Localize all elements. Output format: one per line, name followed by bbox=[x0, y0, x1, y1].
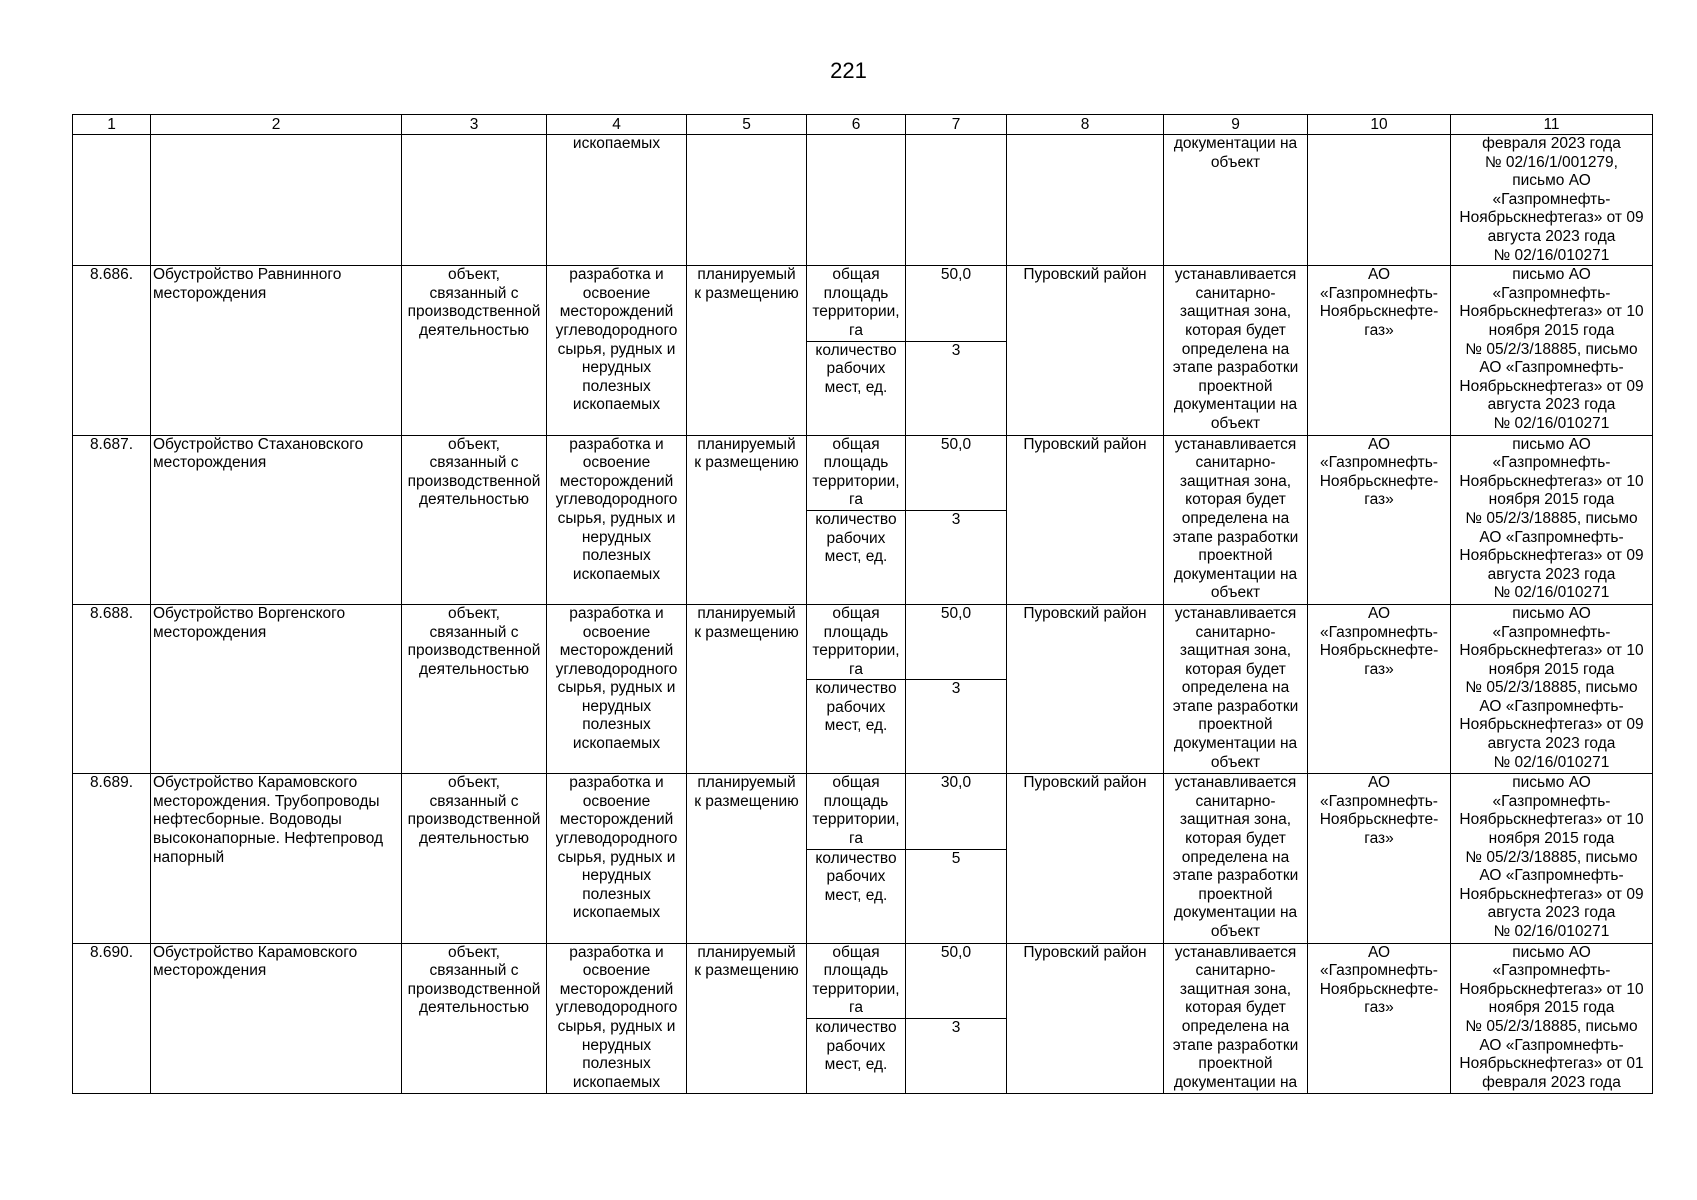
area-value-cell: 30,0 bbox=[906, 774, 1007, 849]
basis-cell: письмо АО «Газпромнефть- Ноябрьскнефтегаз» от 10 ноября 2015 года № 05/2/3/18885, письмо АО «Газпромнефть- Ноябрьскнефтегаз» от 09 августа 2023 года № 02/16/010271 bbox=[1451, 435, 1653, 604]
owner-cell: АО «Газпромнефть- Ноябрьскнефте- газ» bbox=[1308, 943, 1451, 1093]
jobs-label-cell: количество рабочих мест, ед. bbox=[807, 1019, 906, 1094]
area-value-cell: 50,0 bbox=[906, 604, 1007, 679]
table-row bbox=[73, 435, 1653, 510]
area-label-cell: общая площадь территории, га bbox=[807, 774, 906, 849]
object-type-cell: объект, связанный с производственной деятельностью bbox=[402, 774, 547, 943]
zone-cell: устанавливается санитарно- защитная зона, которая будет определена на этапе разработки проектной документации на объект bbox=[1164, 266, 1308, 435]
row-number-cell: 8.686. bbox=[73, 266, 151, 435]
area-label-cell: общая площадь территории, га bbox=[807, 435, 906, 510]
purpose-cell: разработка и освоение месторождений углеводородного сырья, рудных и нерудных полезных ископаемых bbox=[547, 435, 687, 604]
column-number: 2 bbox=[151, 115, 402, 135]
table-row bbox=[73, 943, 1653, 1018]
column-number: 7 bbox=[906, 115, 1007, 135]
owner-cell: АО «Газпромнефть- Ноябрьскнефте- газ» bbox=[1308, 604, 1451, 773]
basis-cell: письмо АО «Газпромнефть- Ноябрьскнефтегаз» от 10 ноября 2015 года № 05/2/3/18885, письмо АО «Газпромнефть- Ноябрьскнефтегаз» от 01 февраля 2023 года bbox=[1451, 943, 1653, 1093]
table-row bbox=[73, 604, 1653, 679]
continuation-row bbox=[73, 135, 1653, 266]
row-number-cell: 8.689. bbox=[73, 774, 151, 943]
status-cell: планируемый к размещению bbox=[687, 604, 807, 773]
zone-cell: документации на объект bbox=[1164, 135, 1308, 266]
column-number: 11 bbox=[1451, 115, 1653, 135]
column-number: 8 bbox=[1007, 115, 1164, 135]
jobs-value-cell: 3 bbox=[906, 510, 1007, 604]
owner-cell: АО «Газпромнефть- Ноябрьскнефте- газ» bbox=[1308, 435, 1451, 604]
location-cell: Пуровский район bbox=[1007, 943, 1164, 1093]
area-label-cell: общая площадь территории, га bbox=[807, 943, 906, 1018]
area-value-cell: 50,0 bbox=[906, 943, 1007, 1018]
object-name-cell: Обустройство Карамовского месторождения bbox=[151, 943, 402, 1093]
row-number-cell: 8.687. bbox=[73, 435, 151, 604]
table-row bbox=[73, 266, 1653, 341]
object-type-cell: объект, связанный с производственной деятельностью bbox=[402, 435, 547, 604]
column-number: 4 bbox=[547, 115, 687, 135]
purpose-cell: разработка и освоение месторождений углеводородного сырья, рудных и нерудных полезных ископаемых bbox=[547, 943, 687, 1093]
zone-cell: устанавливается санитарно- защитная зона, которая будет определена на этапе разработки проектной документации на объект bbox=[1164, 435, 1308, 604]
location-cell: Пуровский район bbox=[1007, 266, 1164, 435]
jobs-label-cell: количество рабочих мест, ед. bbox=[807, 510, 906, 604]
object-name-cell: Обустройство Стахановского месторождения bbox=[151, 435, 402, 604]
object-name-cell: Обустройство Карамовского месторождения. Трубопроводы нефтесборные. Водоводы высоконапорные. Нефтепровод напорный bbox=[151, 774, 402, 943]
area-label-cell: общая площадь территории, га bbox=[807, 604, 906, 679]
object-type-cell: объект, связанный с производственной деятельностью bbox=[402, 604, 547, 773]
jobs-label-cell: количество рабочих мест, ед. bbox=[807, 849, 906, 943]
jobs-label-cell: количество рабочих мест, ед. bbox=[807, 680, 906, 774]
basis-cell: письмо АО «Газпромнефть- Ноябрьскнефтегаз» от 10 ноября 2015 года № 05/2/3/18885, письмо АО «Газпромнефть- Ноябрьскнефтегаз» от 09 августа 2023 года № 02/16/010271 bbox=[1451, 604, 1653, 773]
basis-cell: письмо АО «Газпромнефть- Ноябрьскнефтегаз» от 10 ноября 2015 года № 05/2/3/18885, письмо АО «Газпромнефть- Ноябрьскнефтегаз» от 09 августа 2023 года № 02/16/010271 bbox=[1451, 266, 1653, 435]
basis-cell: февраля 2023 года № 02/16/1/001279, письмо АО «Газпромнефть- Ноябрьскнефтегаз» от 09 августа 2023 года № 02/16/010271 bbox=[1451, 135, 1653, 266]
column-number: 5 bbox=[687, 115, 807, 135]
basis-cell: письмо АО «Газпромнефть- Ноябрьскнефтегаз» от 10 ноября 2015 года № 05/2/3/18885, письмо АО «Газпромнефть- Ноябрьскнефтегаз» от 09 августа 2023 года № 02/16/010271 bbox=[1451, 774, 1653, 943]
object-name-cell: Обустройство Равнинного месторождения bbox=[151, 266, 402, 435]
area-value-cell: 50,0 bbox=[906, 266, 1007, 341]
column-number-row bbox=[73, 115, 1653, 135]
column-number: 6 bbox=[807, 115, 906, 135]
column-number: 10 bbox=[1308, 115, 1451, 135]
purpose-cell: разработка и освоение месторождений углеводородного сырья, рудных и нерудных полезных ископаемых bbox=[547, 266, 687, 435]
object-name-cell: Обустройство Воргенского месторождения bbox=[151, 604, 402, 773]
jobs-value-cell: 5 bbox=[906, 849, 1007, 943]
row-number-cell: 8.688. bbox=[73, 604, 151, 773]
zone-cell: устанавливается санитарно- защитная зона, которая будет определена на этапе разработки проектной документации на объект bbox=[1164, 604, 1308, 773]
table-row bbox=[73, 774, 1653, 849]
area-label-cell: общая площадь территории, га bbox=[807, 266, 906, 341]
zone-cell: устанавливается санитарно- защитная зона, которая будет определена на этапе разработки проектной документации на bbox=[1164, 943, 1308, 1093]
location-cell: Пуровский район bbox=[1007, 604, 1164, 773]
column-number: 9 bbox=[1164, 115, 1308, 135]
location-cell: Пуровский район bbox=[1007, 435, 1164, 604]
object-type-cell: объект, связанный с производственной деятельностью bbox=[402, 943, 547, 1093]
row-number-cell: 8.690. bbox=[73, 943, 151, 1093]
status-cell: планируемый к размещению bbox=[687, 266, 807, 435]
objects-table bbox=[72, 114, 1653, 1094]
column-number: 3 bbox=[402, 115, 547, 135]
jobs-label-cell: количество рабочих мест, ед. bbox=[807, 341, 906, 435]
status-cell: планируемый к размещению bbox=[687, 943, 807, 1093]
owner-cell: АО «Газпромнефть- Ноябрьскнефте- газ» bbox=[1308, 774, 1451, 943]
jobs-value-cell: 3 bbox=[906, 680, 1007, 774]
purpose-cell: разработка и освоение месторождений углеводородного сырья, рудных и нерудных полезных ископаемых bbox=[547, 774, 687, 943]
zone-cell: устанавливается санитарно- защитная зона, которая будет определена на этапе разработки проектной документации на объект bbox=[1164, 774, 1308, 943]
purpose-cell: разработка и освоение месторождений углеводородного сырья, рудных и нерудных полезных ископаемых bbox=[547, 604, 687, 773]
location-cell: Пуровский район bbox=[1007, 774, 1164, 943]
purpose-cell: ископаемых bbox=[547, 135, 687, 266]
owner-cell: АО «Газпромнефть- Ноябрьскнефте- газ» bbox=[1308, 266, 1451, 435]
jobs-value-cell: 3 bbox=[906, 1019, 1007, 1094]
column-number: 1 bbox=[73, 115, 151, 135]
object-type-cell: объект, связанный с производственной деятельностью bbox=[402, 266, 547, 435]
status-cell: планируемый к размещению bbox=[687, 435, 807, 604]
status-cell: планируемый к размещению bbox=[687, 774, 807, 943]
page-number: 221 bbox=[830, 58, 867, 83]
jobs-value-cell: 3 bbox=[906, 341, 1007, 435]
area-value-cell: 50,0 bbox=[906, 435, 1007, 510]
